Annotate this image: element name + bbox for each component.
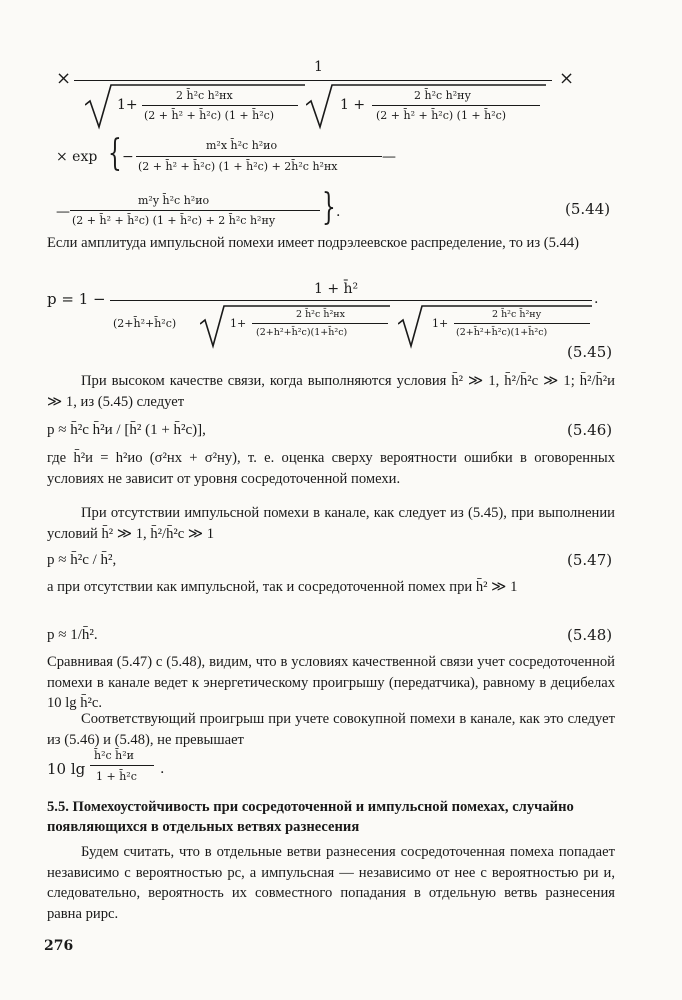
fraction-bar (110, 300, 592, 301)
minus-sign: − (122, 149, 134, 165)
log-prefix: 10 lg (47, 760, 86, 778)
fraction-numerator: 1 + h̄² (314, 281, 359, 297)
equation-number: (5.47) (567, 551, 613, 569)
inner-one: 1+ (432, 317, 449, 330)
paragraph: Соответствующий проигрыш при учете совокупной помехи в канале, как это следует из (5.46) и (5.48), не превышает (47, 711, 615, 748)
inner-one: 1 + (340, 97, 366, 113)
left-brace: { (108, 133, 122, 174)
inner-denominator: (2 + h̄² + h̄²c) (1 + h̄²c) (144, 109, 275, 122)
equation-number: (5.44) (565, 200, 611, 218)
loss-numerator: h̄²c h̄²и (94, 749, 134, 762)
inner-denominator: (2+h²+h̄²c)(1+h̄²c) (256, 327, 348, 338)
exp-fraction-bar (70, 210, 320, 211)
paragraph: При высоком качестве связи, когда выполняются условия h̄² ≫ 1, h̄²/h̄²c ≫ 1; h̄²/h̄²и ≫ 1, из (5.45) следует (47, 373, 615, 410)
paragraph: где h̄²и = h²ио (σ²нх + σ²ну), т. е. оценка сверху вероятности ошибки в оговоренных условиях не зависит от уровня сосредоточенной помехи. (47, 450, 615, 487)
exp-denominator: (2 + h̄² + h̄²c) (1 + h̄²c) + 2h̄²c h²нх (138, 160, 338, 173)
equation-number: (5.48) (567, 626, 613, 644)
inner-denominator: (2+h̄²+h̄²c)(1+h̄²c) (456, 327, 548, 338)
page-number: 276 (44, 938, 74, 954)
minus-sign: — (56, 204, 70, 220)
times-sign: × (56, 68, 72, 89)
inner-one: 1+ (230, 317, 247, 330)
inner-one: 1+ (117, 97, 138, 113)
exp-denominator: (2 + h̄² + h̄²c) (1 + h̄²c) + 2 h̄²c h²ну (72, 214, 276, 227)
equation-5-48: p ≈ 1/h̄². (47, 627, 98, 643)
exp-numerator: m²x h̄²c h²ио (206, 139, 278, 152)
section-heading: 5.5. Помехоустойчивость при сосредоточенной и импульсной помехах, случайно появляющихся в отдельных ветвях разнесения (47, 799, 574, 835)
equation-5-47: p ≈ h̄²c / h̄², (47, 552, 117, 568)
inner-fraction-bar (372, 105, 540, 106)
right-brace: } (322, 187, 336, 228)
exp-prefix: × exp (56, 149, 98, 165)
loss-fraction-bar (90, 765, 154, 766)
den-prefix: (2+h̄²+h̄²c) (113, 317, 177, 330)
period: . (336, 204, 341, 220)
inner-numerator: 2 h̄²c h²ну (414, 89, 471, 102)
minus-sign: — (382, 149, 396, 165)
exp-fraction-bar (136, 156, 382, 157)
inner-numerator: 2 h̄²c h̄²нх (296, 309, 345, 320)
period: . (160, 761, 165, 777)
paragraph: Будем считать, что в отдельные ветви разнесения сосредоточенная помеха попадает независимо с вероятностью pc, а импульсная — независимо от нее с вероятностью pи и, следовательно, вероятность их совместного попадания в отдельную ветвь разнесения равна pиpc. (47, 844, 615, 922)
equation-number: (5.45) (567, 343, 613, 361)
equation-5-46: p ≈ h̄²c h̄²и / [h̄² (1 + h̄²c)], (47, 422, 206, 438)
paragraph: Если амплитуда импульсной помехи имеет подрэлеевское распределение, то из (5.44) (47, 235, 580, 251)
equation-number: (5.46) (567, 421, 613, 439)
inner-numerator: 2 h̄²c h̄²ну (492, 309, 542, 320)
inner-numerator: 2 h̄²c h²нх (176, 89, 233, 102)
paragraph: а при отсутствии как импульсной, так и сосредоточенной помех при h̄² ≫ 1 (47, 579, 518, 595)
period: . (594, 291, 599, 307)
loss-denominator: 1 + h̄²c (96, 770, 137, 783)
inner-denominator: (2 + h̄² + h̄²c) (1 + h̄²c) (376, 109, 507, 122)
times-sign: × (559, 68, 575, 89)
paragraph: При отсутствии импульсной помехи в канале, как следует из (5.45), при выполнении условий h̄² ≫ 1, h̄²/h̄²c ≫ 1 (47, 505, 615, 542)
inner-fraction-bar (142, 105, 298, 106)
inner-fraction-bar (454, 323, 590, 324)
fraction-numerator: 1 (314, 59, 323, 75)
fraction-bar (74, 80, 552, 81)
inner-fraction-bar (252, 323, 388, 324)
lhs: p = 1 − (47, 290, 106, 308)
exp-numerator: m²y h̄²c h²ио (138, 194, 210, 207)
paragraph: Сравнивая (5.47) с (5.48), видим, что в условиях качественной связи учет сосредоточенной помехи в канале ведет к энергетическому проигрышу (передатчика), равному в децибелах 10 lg h̄²c. (47, 654, 615, 712)
